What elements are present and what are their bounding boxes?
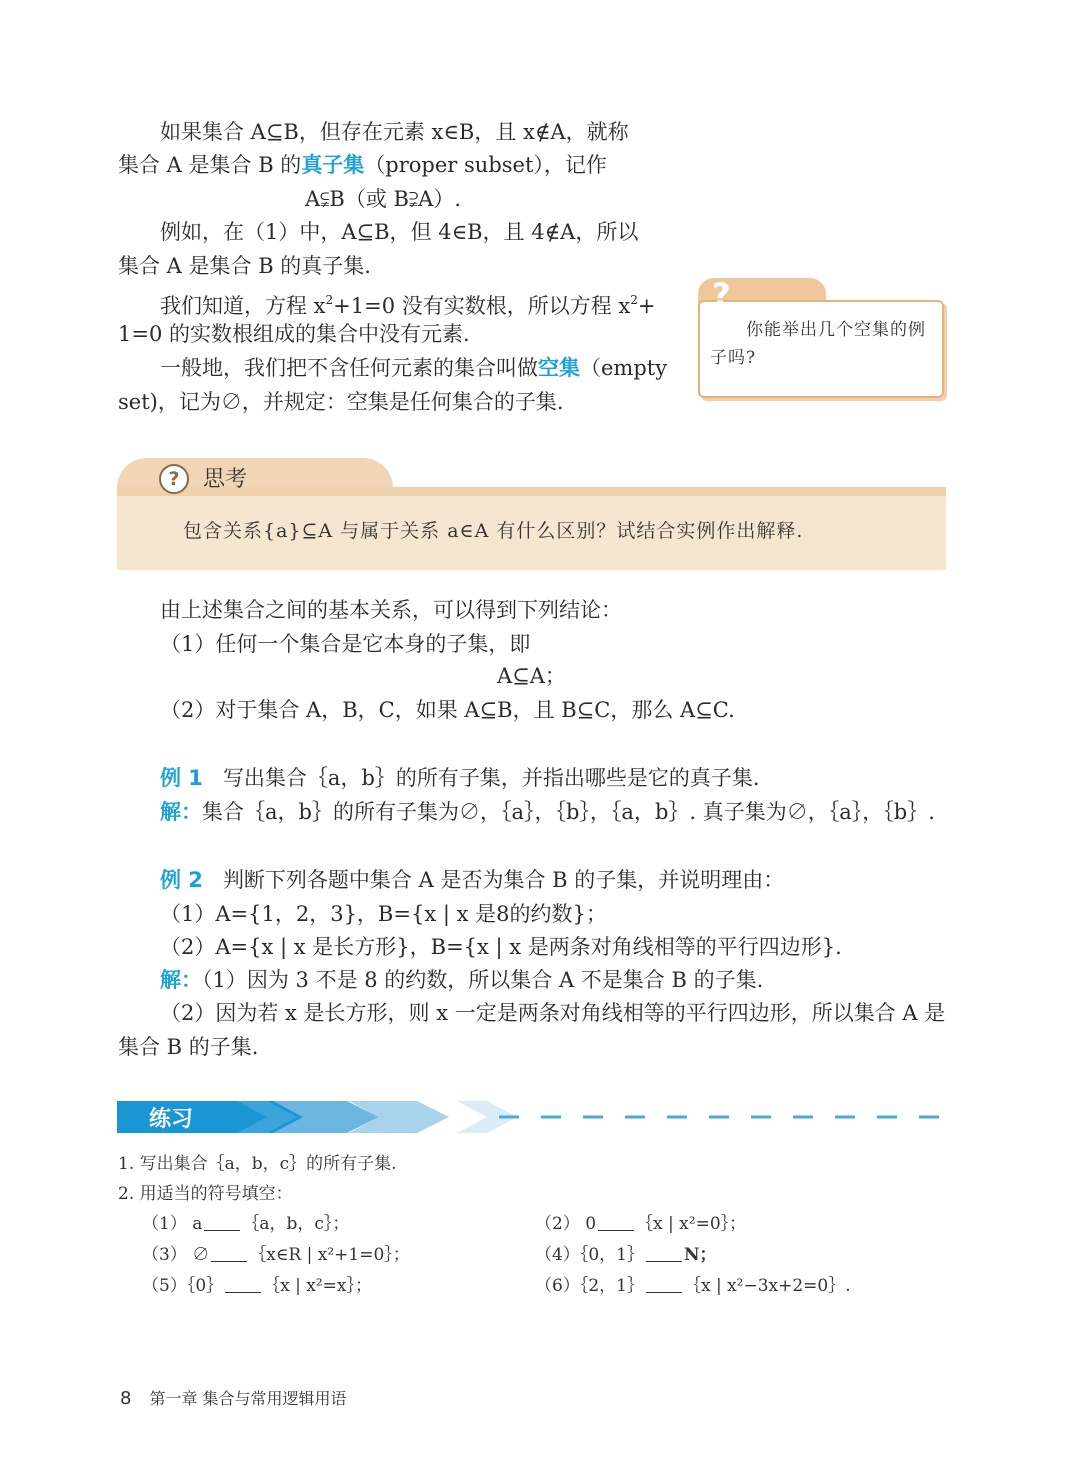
para4-line2: set)，记为∅，并规定：空集是任何集合的子集. [118, 390, 564, 414]
think-title: 思考 [203, 467, 248, 492]
side-note-text [710, 316, 930, 372]
example2-q1: （1）A={1，2，3}，B={x | x 是8的约数}； [160, 902, 607, 926]
think-question: 包含关系{a}⊆A 与属于关系 a∈A 有什么区别？试结合实例作出解释. [183, 520, 804, 542]
example2-s2a: （2）因为若 x 是长方形，则 x 一定是两条对角线相等的平行四边形，所以集合 A 是 [160, 1001, 946, 1025]
example2-s2b: 集合 B 的子集. [118, 1035, 259, 1059]
practice-item-2-pre: （2） 0 [535, 1214, 597, 1234]
practice-item-4-post: N； [683, 1245, 717, 1265]
example2-s1: （1）因为 3 不是 8 的约数，所以集合 A 不是集合 B 的子集. [202, 968, 764, 992]
example1-question-line [160, 764, 760, 792]
example1-label: 例 1 [160, 766, 203, 790]
practice-item-1 [142, 1212, 349, 1236]
practice-item-4-pre: （4）｛0，1｝ [535, 1245, 644, 1265]
practice-item-1-pre: （1） a [142, 1214, 203, 1234]
side-note-box [698, 278, 944, 396]
practice-item-4 [535, 1243, 717, 1267]
side-note-text-content: 你能举出几个空集的例子吗? [710, 320, 926, 368]
para2-line1: 例如，在（1）中，A⊆B，但 4∈B，且 4∉A，所以 [160, 220, 639, 244]
conclusion-2: （2）对于集合 A，B，C，如果 A⊆B，且 B⊆C，那么 A⊆C. [160, 698, 735, 722]
chapter-title: 第一章 集合与常用逻辑用语 [149, 1389, 347, 1408]
example2-q2: （2）A={x | x 是长方形}，B={x | x 是两条对角线相等的平行四边形}. [160, 935, 842, 959]
answer-blank-1[interactable] [204, 1214, 240, 1231]
example2-solution-line [160, 966, 763, 994]
example1-solution-line [160, 798, 935, 826]
para3-sup1: 2 [325, 293, 334, 307]
para1-line2 [118, 151, 607, 179]
conclusion-1-formula: A⊆A； [497, 664, 566, 688]
practice-item-3 [142, 1243, 410, 1267]
practice-item-1-post: ｛a，b，c｝； [242, 1214, 350, 1234]
para3-line1 [160, 286, 656, 320]
para4-line1 [160, 354, 667, 382]
example2-question: 判断下列各题中集合 A 是否为集合 B 的子集，并说明理由： [222, 868, 785, 892]
practice-banner-graphic [117, 1101, 946, 1133]
page-number: 8 [120, 1388, 132, 1409]
para3-l1c: + [637, 294, 656, 318]
answer-blank-2[interactable] [598, 1214, 634, 1231]
question-mark-icon: ? [712, 276, 731, 314]
answer-blank-5[interactable] [225, 1276, 261, 1293]
page-footer [120, 1386, 347, 1409]
example1-solution-label: 解： [160, 800, 202, 824]
answer-blank-3[interactable] [211, 1245, 247, 1262]
para2-line2: 集合 A 是集合 B 的真子集. [118, 254, 371, 278]
practice-banner [117, 1101, 946, 1133]
practice-item-5-pre: （5）｛0｝ [142, 1276, 224, 1296]
practice-item-6-pre: （6）｛2，1｝ [535, 1276, 644, 1296]
example1-solution: 集合｛a，b｝的所有子集为∅，｛a｝，｛b｝，｛a，b｝. 真子集为∅，｛a｝，｛b｝. [202, 800, 935, 824]
answer-blank-6[interactable] [646, 1276, 682, 1293]
question-circle-icon: ? [159, 464, 189, 494]
practice-title: 练习 [149, 1107, 194, 1132]
para1-line1: 如果集合 A⊆B，但存在元素 x∈B，且 x∉A，就称 [160, 120, 629, 144]
practice-problem-1: 1. 写出集合｛a，b，c｝的所有子集. [118, 1154, 397, 1174]
think-box [117, 458, 946, 570]
para3-l1b: +1=0 没有实数根，所以方程 x [333, 294, 631, 318]
conclusion-intro: 由上述集合之间的基本关系，可以得到下列结论： [160, 598, 622, 622]
term-empty-set: 空集 [538, 356, 580, 380]
practice-item-5-post: ｛x | x²=x｝； [263, 1276, 372, 1296]
para4-l1a: 一般地，我们把不含任何元素的集合叫做 [160, 356, 538, 380]
practice-item-6-post: ｛x | x²−3x+2=0｝. [683, 1276, 851, 1296]
para4-l1b: （empty [580, 356, 668, 380]
example1-question: 写出集合｛a，b｝的所有子集，并指出哪些是它的真子集. [222, 766, 760, 790]
para1-line2-b: （proper subset），记作 [364, 153, 607, 177]
practice-problem-2: 2. 用适当的符号填空： [118, 1184, 293, 1204]
practice-item-3-post: ｛x∈R | x²+1=0｝； [249, 1245, 410, 1265]
practice-item-6 [535, 1274, 851, 1298]
conclusion-1: （1）任何一个集合是它本身的子集，即 [160, 632, 531, 656]
example2-solution-label: 解： [160, 968, 202, 992]
practice-item-5 [142, 1274, 372, 1298]
practice-item-3-pre: （3） ∅ [142, 1245, 210, 1265]
para1-line2-a: 集合 A 是集合 B 的 [118, 153, 302, 177]
example2-label: 例 2 [160, 868, 203, 892]
para3-l1a: 我们知道，方程 x [160, 294, 326, 318]
practice-item-2-post: ｛x | x²=0｝； [636, 1214, 747, 1234]
proper-subset-formula: A⫋B（或 B⫌A）. [305, 187, 462, 211]
term-proper-subset: 真子集 [301, 153, 365, 177]
example2-question-line [160, 866, 784, 894]
para3-sup2: 2 [630, 293, 638, 307]
para3-line2: 1=0 的实数根组成的集合中没有元素. [118, 322, 470, 346]
answer-blank-4[interactable] [646, 1245, 682, 1262]
practice-item-2 [535, 1212, 746, 1236]
